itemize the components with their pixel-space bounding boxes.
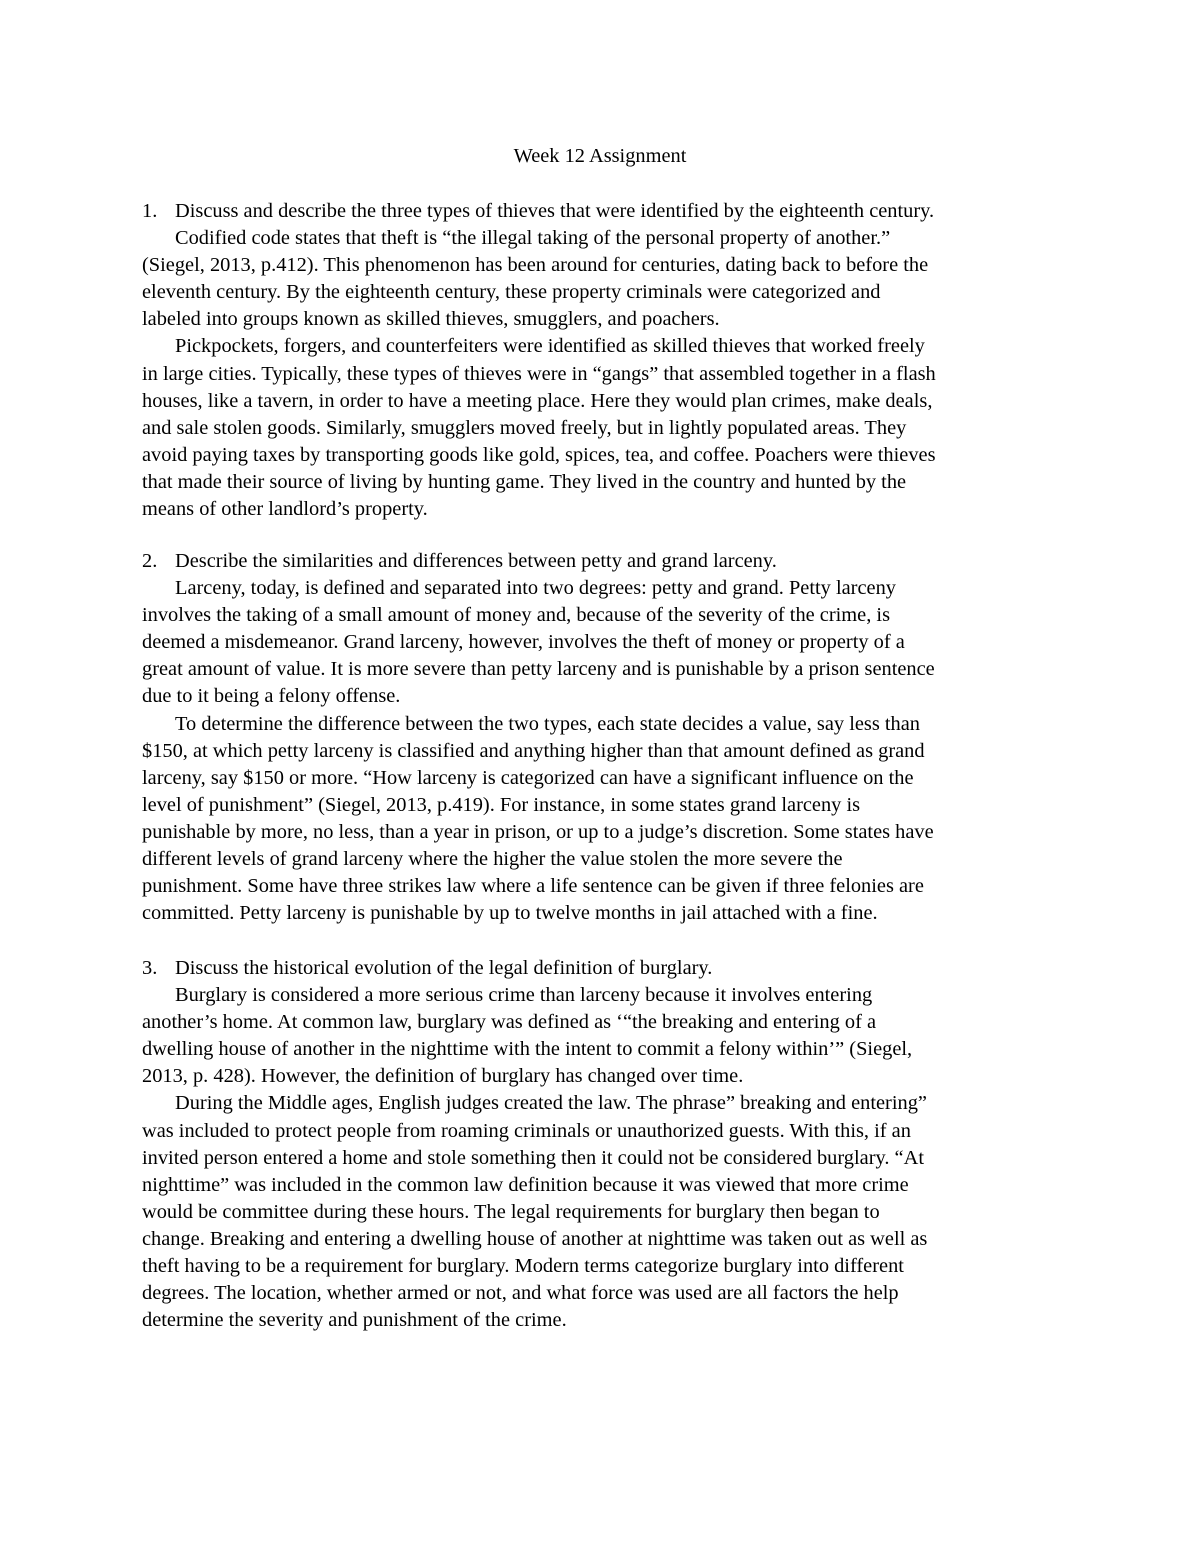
question-section-2 — [142, 548, 1062, 927]
answer-paragraph: Pickpockets, forgers, and counterfeiters were identified as skilled thieves that worked freely in large cities. Typically, these types of thieves were in “gangs” that assembled together in a flash houses, like a tavern, in order to have a meeting place. Here they would plan crimes, make deals, and sale stolen goods. Similarly, smugglers moved freely, but in lightly populated areas. They avoid paying taxes by transporting goods like gold, spices, tea, and coffee. Poachers were thieves that made their source of living by hunting game. They lived in the country and hunted by the means of other landlord’s property. — [142, 335, 936, 521]
question-number: 3. — [142, 957, 158, 979]
question-section-3 — [142, 955, 1062, 1334]
document-title: Week 12 Assignment — [513, 145, 687, 167]
question-number: 2. — [142, 550, 158, 572]
answer-paragraph: Codified code states that theft is “the illegal taking of the personal property of another.” (Siegel, 2013, p.412). This phenomenon has been around for centuries, dating back to before the eleventh century. By the eighteenth century, these property criminals were categorized and labeled into groups known as skilled thieves, smugglers, and poachers. — [142, 227, 929, 331]
answer-paragraph: Larceny, today, is defined and separated into two degrees: petty and grand. Petty larceny involves the taking of a small amount of money and, because of the severity of the crime, is deemed a misdemeanor. Grand larceny, however, involves the theft of money or property of a great amount of value. It is more severe than petty larceny and is punishable by a prison sentence due to it being a felony offense. — [142, 577, 935, 708]
answer-paragraph: To determine the difference between the two types, each state decides a value, say less than $150, at which petty larceny is classified and anything higher than that amount defined as grand larceny, say $150 or more. “How larceny is categorized can have a significant influence on the level of punishment” (Siegel, 2013, p.419). For instance, in some states grand larceny is punishable by more, no less, than a year in prison, or up to a judge’s discretion. Some states have different levels of grand larceny where the higher the value stolen the more severe the punishment. Some have three strikes law where a life sentence can be given if three felonies are committed. Petty larceny is punishable by up to twelve months in jail attached with a fine. — [142, 712, 934, 925]
question-3 — [142, 955, 1062, 982]
question-text: Discuss the historical evolution of the legal definition of burglary. — [175, 957, 713, 979]
question-text: Discuss and describe the three types of thieves that were identified by the eighteenth century. — [175, 200, 935, 222]
question-2 — [142, 548, 1062, 575]
question-section-1 — [142, 198, 1062, 523]
answer-paragraph: During the Middle ages, English judges created the law. The phrase” breaking and entering” was included to protect people from roaming criminals or unauthorized guests. With this, if an invited person entered a home and stole something then it could not be considered burglary. “At nighttime” was included in the common law definition because it was viewed that more crime would be committee during these hours. The legal requirements for burglary then began to change. Breaking and entering a dwelling house of another at nighttime was taken out as well as theft having to be a requirement for burglary. Modern terms categorize burglary into different degrees. The location, whether armed or not, and what force was used are all factors the help determine the severity and punishment of the crime. — [142, 1092, 928, 1332]
question-1 — [142, 198, 1062, 225]
answer-paragraph: Burglary is considered a more serious crime than larceny because it involves entering another’s home. At common law, burglary was defined as ‘“the breaking and entering of a dwelling house of another in the nighttime with the intent to commit a felony within’” (Siegel, 2013, p. 428). However, the definition of burglary has changed over time. — [142, 984, 913, 1088]
question-number: 1. — [142, 200, 158, 222]
question-text: Describe the similarities and differences between petty and grand larceny. — [175, 550, 777, 572]
